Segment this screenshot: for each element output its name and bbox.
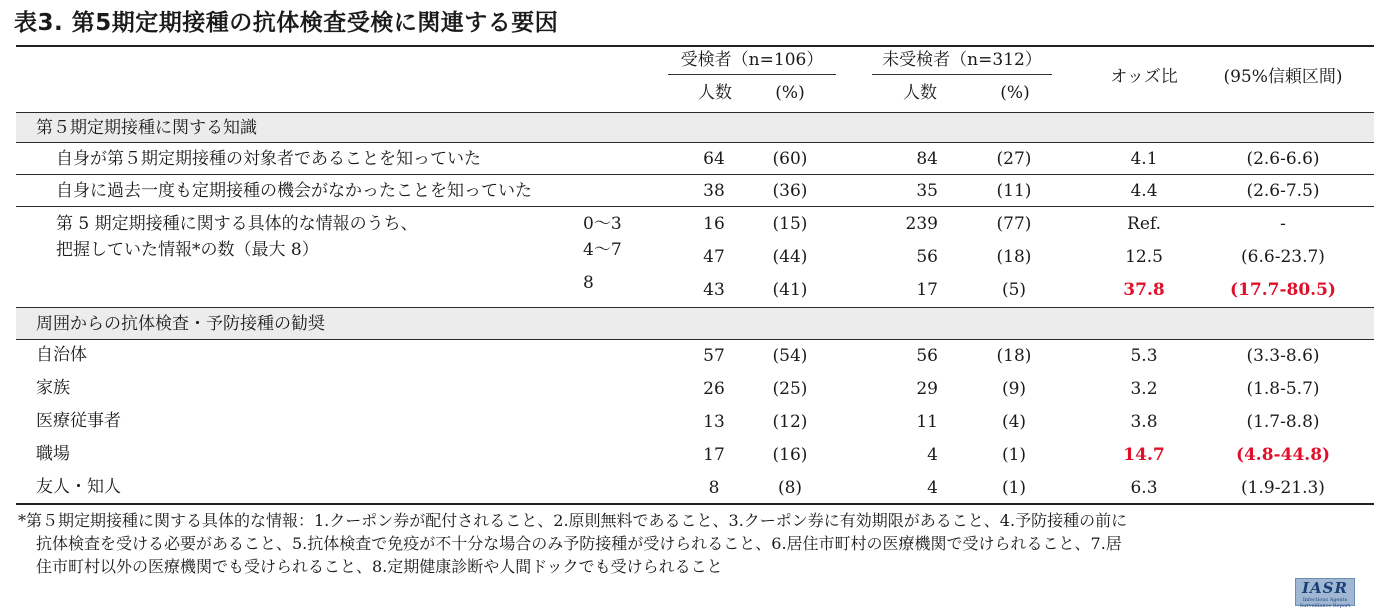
cell-tested-pct: (60) [772,149,808,169]
footnote-line: 抗体検査を受ける必要があること、5.抗体検査で免疫が不十分な場合のみ予防接種が受けられること、6.居住市町村の医療機関で受けられること、7.居 [36,534,1122,553]
cell-tested-pct: (12) [772,412,808,432]
section2-top-rule [16,307,1374,308]
untested-header-rule [872,74,1052,75]
cell-untested-pct: (9) [1001,379,1027,399]
header-pct: (%) [775,83,805,103]
cell-untested-count: 4 [927,478,938,498]
cell-ci: (1.9-21.3) [1241,478,1325,498]
cell-tested-count: 47 [703,247,725,267]
section2-bottom-rule [16,339,1374,340]
cell-tested-count: 16 [703,214,725,234]
row-category: 0～3 [583,214,622,234]
row-category: 4～7 [583,240,622,260]
cell-tested-count: 17 [703,445,725,465]
cell-untested-count: 239 [905,214,938,234]
cell-odds-ratio-highlight: 37.8 [1123,280,1165,300]
cell-untested-pct: (77) [996,214,1032,234]
row-label: 医療従事者 [36,411,121,431]
footnote-line: 住市町村以外の医療機関でも受けられること、8.定期健康診断や人間ドックでも受けられること [36,557,723,576]
cell-ci: (2.6-7.5) [1246,181,1320,201]
cell-ci: (6.6-23.7) [1241,247,1325,267]
cell-tested-pct: (8) [777,478,803,498]
cell-odds-ratio: 6.3 [1130,478,1158,498]
row1-rule [16,174,1374,175]
cell-tested-pct: (16) [772,445,808,465]
cell-untested-count: 4 [927,445,938,465]
cell-ci-highlight: (17.7-80.5) [1230,280,1336,300]
cell-tested-pct: (41) [772,280,808,300]
cell-tested-count: 43 [703,280,725,300]
row2-rule [16,206,1374,207]
cell-tested-count: 26 [703,379,725,399]
cell-ci: - [1280,214,1286,234]
cell-untested-count: 35 [916,181,938,201]
footnote-line: *第５期定期接種に関する具体的な情報：1.クーポン券が配付されること、2.原則無料であること、3.クーポン券に有効期限があること、4.予防接種の前に [18,511,1128,530]
row-label: 職場 [36,444,70,464]
cell-untested-pct: (18) [996,346,1032,366]
cell-odds-ratio: 4.4 [1130,181,1158,201]
header-count: 人数 [903,83,937,103]
header-untested: 未受検者（n=312） [882,50,1042,70]
cell-untested-pct: (18) [996,247,1032,267]
header-count: 人数 [698,83,732,103]
cell-tested-pct: (15) [772,214,808,234]
header-pct: (%) [1000,83,1030,103]
cell-tested-count: 57 [703,346,725,366]
cell-untested-count: 29 [916,379,938,399]
cell-untested-count: 56 [916,247,938,267]
row-label: 友人・知人 [36,477,121,497]
cell-tested-count: 13 [703,412,725,432]
table-title: 表3. 第5期定期接種の抗体検査受検に関連する要因 [14,10,559,36]
tested-header-rule [668,74,836,75]
cell-odds-ratio-highlight: 14.7 [1123,445,1165,465]
cell-odds-ratio: 3.2 [1130,379,1158,399]
row-category: 8 [583,273,594,293]
cell-ci: (2.6-6.6) [1246,149,1320,169]
cell-tested-pct: (36) [772,181,808,201]
section1-top-rule [16,142,1374,143]
cell-ci-highlight: (4.8-44.8) [1235,445,1331,465]
cell-odds-ratio: 4.1 [1130,149,1158,169]
cell-untested-pct: (11) [996,181,1032,201]
cell-odds-ratio: 5.3 [1130,346,1158,366]
cell-odds-ratio: Ref. [1127,214,1161,234]
header-confidence-interval: (95%信頼区間) [1223,67,1343,87]
cell-untested-pct: (27) [996,149,1032,169]
row-label: 自治体 [36,345,87,365]
cell-tested-pct: (25) [772,379,808,399]
cell-odds-ratio: 3.8 [1130,412,1158,432]
logo-subtext: Infectious Agents Surveillance Report [1299,597,1351,609]
cell-untested-pct: (4) [1001,412,1027,432]
cell-untested-pct: (1) [1001,478,1027,498]
section-label: 第５期定期接種に関する知識 [36,118,257,138]
row-label: 第 5 期定期接種に関する具体的な情報のうち、 [56,214,418,234]
section-label: 周囲からの抗体検査・予防接種の勧奨 [36,314,325,334]
cell-untested-count: 11 [916,412,938,432]
logo-text: IASR [1302,579,1348,597]
cell-untested-pct: (1) [1001,445,1027,465]
cell-tested-pct: (54) [772,346,808,366]
row-label: 家族 [36,378,70,398]
row-label: 把握していた情報*の数（最大 8） [56,240,319,260]
cell-tested-count: 38 [703,181,725,201]
cell-tested-count: 64 [703,149,725,169]
row-label: 自身が第５期定期接種の対象者であることを知っていた [56,149,481,169]
row-label: 自身に過去一度も定期接種の機会がなかったことを知っていた [56,181,532,201]
cell-tested-pct: (44) [772,247,808,267]
cell-tested-count: 8 [708,478,720,498]
cell-odds-ratio: 12.5 [1125,247,1163,267]
header-odds-ratio: オッズ比 [1110,67,1178,87]
cell-ci: (1.8-5.7) [1246,379,1320,399]
cell-untested-count: 17 [916,280,938,300]
bottom-rule [16,503,1374,505]
cell-ci: (1.7-8.8) [1246,412,1320,432]
iasr-logo [1295,578,1355,609]
cell-untested-count: 84 [916,149,938,169]
header-bottom-rule [16,112,1374,113]
cell-untested-count: 56 [916,346,938,366]
header-tested: 受検者（n=106） [680,50,824,70]
cell-untested-pct: (5) [1001,280,1027,300]
cell-ci: (3.3-8.6) [1246,346,1320,366]
top-rule [16,45,1374,47]
